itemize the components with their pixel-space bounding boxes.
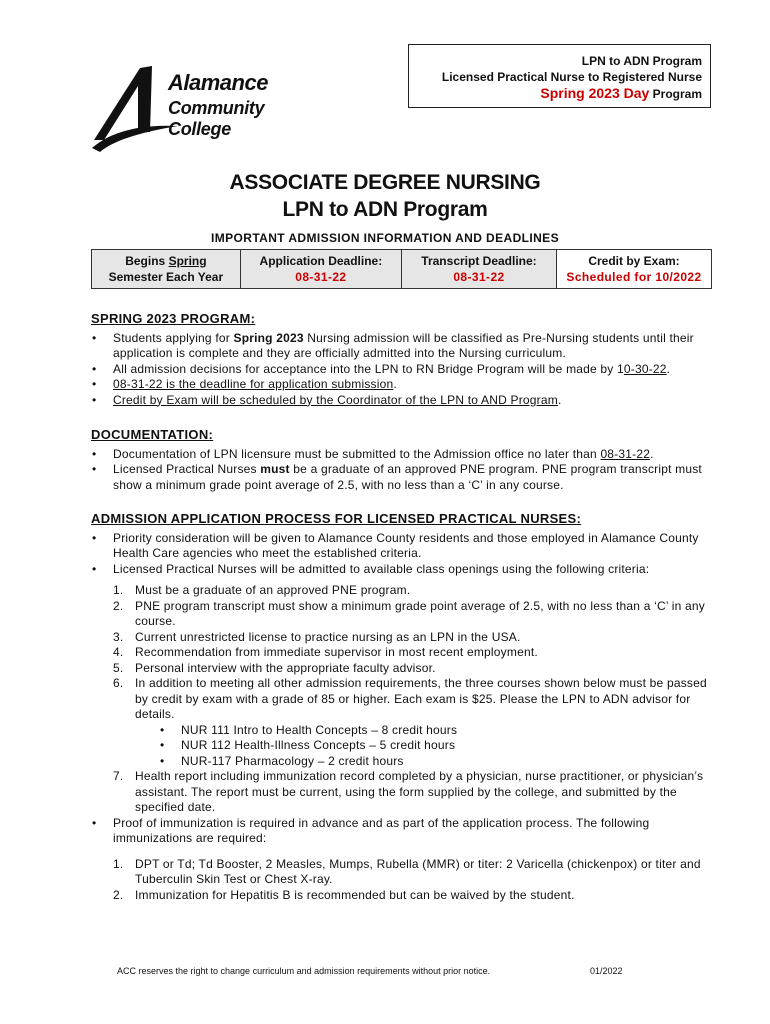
cell-begins: Begins Spring Semester Each Year [92, 250, 241, 289]
logo-line1: Alamance [168, 70, 268, 95]
criteria-list [113, 583, 721, 816]
admission-bullet-2: • Licensed Practical Nurses will be admitted to available class openings using the following criteria: 1. Must be a graduate of an approved PNE program. 2. PNE program transcript must show a minimum grade point average of 2.5, with no less than a ‘C’ in any course. 3. Current unrestricted license to practice nursing as an LPN in the USA. 4. Recommendation from immediate supervisor in most recent employment. 5. Personal interview with the appropriate faculty advisor. 6. In addition to meeting all other admission requirements, the three courses shown below must be passed by credit by exam with a grade of 85 or higher. Each exam is $25. Please the LPN to ADN advisor for details. • NUR 111 Intro to Health Concepts – 8 credit hours • NUR 112 Health-Illness Concepts – 5 credit hours • NUR-117 Pharmacology – 2 credit hours 7. Health report including immunization record completed by a physician, nurse practitioner, or physician’s assistant. The report must be current, using the form supplied by the college, and submitted by the specified date. [113, 562, 721, 816]
admission-heading: ADMISSION APPLICATION PROCESS FOR LICENSED PRACTICAL NURSES: [91, 511, 582, 526]
admission-bullet-3: • Proof of immunization is required in advance and as part of the application process. The following immunizations are required: 1. DPT or Td; Td Booster, 2 Measles, Mumps, Rubella (MMR) or titer: 2 Varicella (chickenpox) or titer and Tuberculin Skin Test or Chest X-ray. 2. Immunization for Hepatitis B is recommended but can be waived by the student. [113, 816, 721, 904]
program-term-red: Spring 2023 Day [540, 85, 650, 101]
footer-disclaimer: ACC reserves the right to change curriculum and admission requirements without prior notice. [117, 966, 491, 976]
criteria-item: 3. Current unrestricted license to practice nursing as an LPN in the USA. [113, 629, 521, 644]
spring-heading: SPRING 2023 PROGRAM: [91, 311, 256, 326]
spring-section [91, 311, 721, 408]
documentation-section [91, 427, 721, 493]
course-item: • NUR 112 Health-Illness Concepts – 5 credit hours [181, 738, 721, 754]
deadline-table [91, 249, 712, 289]
cell-application-deadline: Application Deadline: 08-31-22 [240, 250, 401, 289]
page-title: ASSOCIATE DEGREE NURSING [229, 171, 541, 194]
logo-line2: Community College [168, 98, 265, 139]
page-subtitle: LPN to ADN Program [282, 198, 488, 221]
program-term [409, 85, 702, 102]
criteria-item: 5. Personal interview with the appropriate faculty advisor. [113, 660, 436, 675]
documentation-bullet-2: • Licensed Practical Nurses must be a graduate of an approved PNE program. PNE program transcript must show a minimum grade point average of 2.5, with no less than a ‘C’ in any course. [113, 462, 721, 493]
logo-a-mark [90, 62, 180, 154]
course-item: • NUR-117 Pharmacology – 2 credit hours [181, 754, 721, 770]
documentation-bullet-1: • Documentation of LPN licensure must be submitted to the Admission office no later than 08-31-22. [113, 447, 721, 463]
course-item: • NUR 111 Intro to Health Concepts – 8 credit hours [181, 723, 721, 739]
immunization-item: 1. DPT or Td; Td Booster, 2 Measles, Mumps, Rubella (MMR) or titer: 2 Varicella (chickenpox) or titer and Tuberculin Skin Test or Chest X-ray. [113, 856, 701, 886]
criteria-item: 4. Recommendation from immediate supervisor in most recent employment. [113, 645, 538, 659]
cell-credit-by-exam: Credit by Exam: Scheduled for 10/2022 [556, 250, 711, 289]
important-info-heading: IMPORTANT ADMISSION INFORMATION AND DEADLINES [211, 231, 559, 245]
immunization-item: 2. Immunization for Hepatitis B is recommended but can be waived by the student. [113, 887, 575, 902]
program-line1: LPN to ADN Program [581, 54, 702, 68]
criteria-item: 2. PNE program transcript must show a minimum grade point average of 2.5, with no less than a ‘C’ in any course. [113, 598, 706, 628]
criteria-item: 6. In addition to meeting all other admission requirements, the three courses shown below must be passed by credit by exam with a grade of 85 or higher. Each exam is $25. Please the LPN to ADN advisor for details. • NUR 111 Intro to Health Concepts – 8 credit hours • NUR 112 Health-Illness Concepts – 5 credit hours • NUR-117 Pharmacology – 2 credit hours [135, 676, 721, 769]
spring-bullet-2: • All admission decisions for acceptance into the LPN to RN Bridge Program will be made by 10-30-22. [113, 362, 721, 378]
footer-date: 01/2022 [590, 966, 623, 976]
spring-bullet-3: • 08-31-22 is the deadline for application submission. [113, 377, 721, 393]
documentation-heading: DOCUMENTATION: [91, 427, 214, 442]
program-term-suffix: Program [652, 87, 702, 101]
admission-section [91, 511, 721, 903]
admission-bullet-1: • Priority consideration will be given to Alamance County residents and those employed in Alamance County Health Care agencies who meet the established criteria. [113, 531, 721, 562]
program-line2: Licensed Practical Nurse to Registered Nurse [441, 70, 702, 84]
criteria-item: 1. Must be a graduate of an approved PNE program. [113, 583, 411, 597]
immunization-list [113, 857, 721, 904]
cell-transcript-deadline: Transcript Deadline: 08-31-22 [401, 250, 556, 289]
course-list [135, 723, 721, 770]
criteria-item: 7. Health report including immunization record completed by a physician, nurse practitioner, or physician’s assistant. The report must be current, using the form supplied by the college, and submitted by the specified date. [113, 769, 704, 814]
program-info-box [408, 44, 711, 108]
college-logo [90, 62, 320, 152]
spring-bullet-1: • Students applying for Spring 2023 Nursing admission will be classified as Pre-Nursing students until their application is complete and they are officially admitted into the Nursing curriculum. [113, 331, 721, 362]
spring-bullet-4: • Credit by Exam will be scheduled by the Coordinator of the LPN to AND Program. [113, 393, 721, 409]
